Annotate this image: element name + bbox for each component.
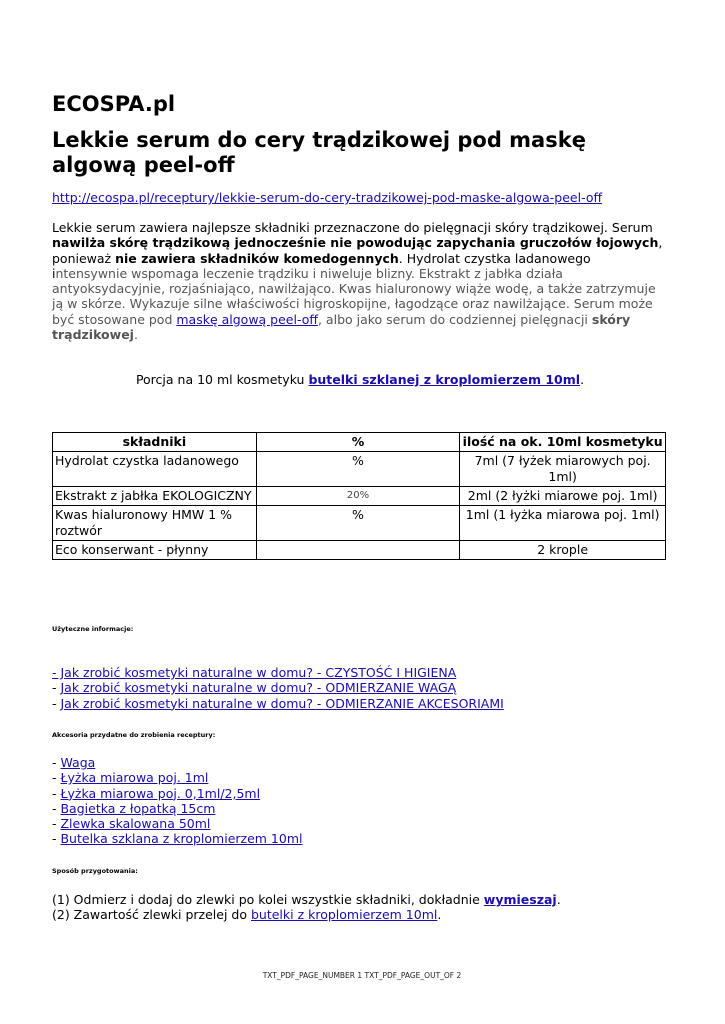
list-item: - Jak zrobić kosmetyki naturalne w domu? - ODMIERZANIE WAGĄ (52, 680, 457, 696)
site-name: ECOSPA.pl (52, 92, 176, 116)
intro-text-gray: ntensywnie wspomaga leczenie trądziku i niweluje blizny. Ekstrakt z jabłka działa antyoksydacyjnie, rozjaśniająco, nawilżająco. Kwas hialuronowy wiąże wodę, a także zatrzymuje ją w skórze. Wykazuje silne właściwości higroskopijne, łagodzące oraz nawilżające. Serum może być stosowane pod (52, 265, 656, 327)
accessory-link-scale[interactable]: Waga (60, 755, 96, 770)
header-percent: % (256, 433, 460, 452)
table-header-row (53, 433, 666, 452)
list-item (52, 665, 504, 680)
accessory-link-bottle[interactable]: Butelka szklana z kroplomierzem 10ml (60, 831, 303, 847)
list-item: - Łyżka miarowa poj. 1ml (52, 770, 209, 786)
intro-paragraph (52, 220, 668, 342)
ingredient-percent: 20% (256, 487, 460, 506)
page-footer: TXT_PDF_PAGE_NUMBER 1 TXT_PDF_PAGE_OUT_OF 2 (262, 971, 462, 980)
page-title: Lekkie serum do cery trądzikowej pod maskę algową peel-off (52, 128, 586, 177)
mix-link[interactable]: wymieszaj (483, 892, 557, 907)
list-item: - Łyżka miarowa poj. 0,1ml/2,5ml (52, 785, 261, 801)
intro-text-1: Lekkie serum zawiera najlepsze składniki przeznaczone do pielęgnacji skóry trądzikowej. Serum (52, 220, 653, 235)
intro-bold-1: nawilża skórę trądzikową jednocześnie nie powodując zapychania gruczołów łojowych (52, 235, 659, 251)
list-item: - Jak zrobić kosmetyki naturalne w domu? - ODMIERZANIE AKCESORIAMI (52, 695, 504, 711)
header-amount: ilość na ok. 10ml kosmetyku (460, 433, 666, 452)
step-2-end: . (437, 907, 442, 923)
intro-text-2: , ponieważ (52, 235, 663, 266)
useful-info-heading: Użyteczne informacje: (52, 625, 134, 633)
method-steps (52, 892, 561, 923)
ingredient-percent (256, 541, 460, 560)
ingredient-amount: 2 krople (460, 541, 666, 560)
step-1-end: . (556, 892, 561, 907)
bottle-link[interactable]: butelki szklanej z kroplomierzem 10ml (308, 372, 581, 387)
list-item: - Zlewka skalowana 50ml (52, 816, 211, 832)
list-item: - Butelka szklana z kroplomierzem 10ml (52, 831, 303, 847)
table-row (53, 452, 666, 487)
ingredients-table (52, 432, 666, 560)
accessory-link-spoon-1ml[interactable]: Łyżka miarowa poj. 1ml (60, 770, 209, 786)
ingredient-name: Ekstrakt z jabłka EKOLOGICZNY (53, 487, 257, 506)
dropper-bottle-link[interactable]: butelki z kroplomierzem 10ml (250, 907, 438, 923)
portion-line (52, 372, 668, 387)
list-item: - Waga (52, 755, 96, 770)
table-row (53, 541, 666, 560)
portion-text: Porcja na 10 ml kosmetyku (135, 372, 309, 387)
useful-link-accessories[interactable]: Jak zrobić kosmetyki naturalne w domu? - ODMIERZANIE AKCESORIAMI (60, 695, 504, 711)
step-1-text: (1) Odmierz i dodaj do zlewki po kolei wszystkie składniki, dokładnie (52, 892, 484, 907)
accessory-link-stirrer[interactable]: Bagietka z łopatką 15cm (60, 800, 216, 816)
accessories-heading: Akcesoria przydatne do zrobienia receptury: (52, 731, 216, 739)
mask-link[interactable]: maskę algową peel-off (176, 311, 318, 327)
ingredient-amount: 7ml (7 łyżek miarowych poj. 1ml) (460, 452, 666, 487)
intro-bold-3: skóry trądzikowej (52, 311, 631, 343)
ingredient-name: Hydrolat czystka ladanowego (53, 452, 257, 487)
intro-text-5: . (133, 327, 138, 343)
list-item: - Bagietka z łopatką 15cm (52, 800, 216, 816)
table-row (53, 506, 666, 541)
step-2-text: (2) Zawartość zlewki przelej do (52, 907, 251, 923)
table-row (53, 487, 666, 506)
ingredient-amount: 2ml (2 łyżki miarowe poj. 1ml) (460, 487, 666, 506)
useful-info-list (52, 665, 504, 711)
accessory-link-beaker[interactable]: Zlewka skalowana 50ml (60, 816, 211, 832)
ingredient-name: Eco konserwant - płynny (53, 541, 257, 560)
ingredient-name: Kwas hialuronowy HMW 1 % roztwór (53, 506, 257, 541)
method-step-2 (52, 907, 561, 922)
method-heading: Sposób przygotowania: (52, 867, 138, 875)
intro-text-4: , albo jako serum do codziennej pielęgnacji (317, 311, 592, 327)
ingredient-percent: % (256, 506, 460, 541)
ingredient-amount: 1ml (1 łyżka miarowa poj. 1ml) (460, 506, 666, 541)
useful-link-hygiene[interactable]: - Jak zrobić kosmetyki naturalne w domu? - CZYSTOŚĆ I HIGIENA (52, 665, 457, 680)
accessories-list (52, 755, 302, 847)
intro-bold-2: nie zawiera składników komedogennych (115, 250, 399, 266)
header-ingredients: składniki (53, 433, 257, 452)
accessory-link-spoon-small[interactable]: Łyżka miarowa poj. 0,1ml/2,5ml (60, 785, 261, 801)
portion-end: . (580, 372, 585, 387)
intro-text-3: . Hydrolat czystka ladanowego i (52, 250, 591, 281)
method-step-1 (52, 892, 561, 907)
ingredient-percent: % (256, 452, 460, 487)
source-url-link[interactable]: http://ecospa.pl/receptury/lekkie-serum-do-cery-tradzikowej-pod-maske-algowa-peel-off (52, 190, 603, 205)
useful-link-scale[interactable]: Jak zrobić kosmetyki naturalne w domu? - ODMIERZANIE WAGĄ (60, 680, 457, 696)
